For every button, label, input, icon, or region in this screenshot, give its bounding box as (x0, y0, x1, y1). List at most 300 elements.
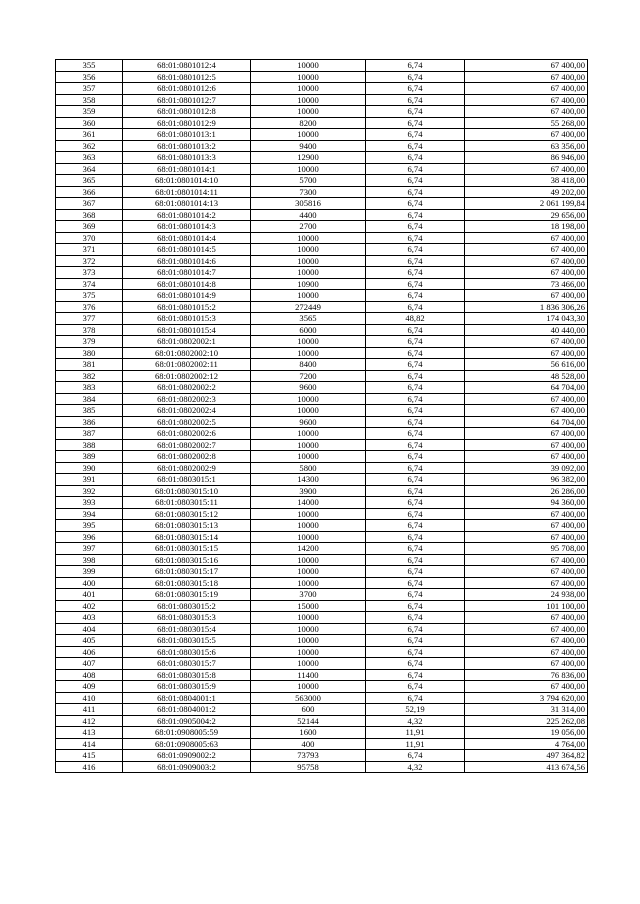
area-cell: 10000 (251, 129, 366, 141)
table-row (56, 175, 588, 187)
row-number-cell: 395 (56, 520, 123, 532)
rate-cell: 6,74 (366, 60, 465, 72)
row-number-cell: 376 (56, 301, 123, 313)
area-cell: 272449 (251, 301, 366, 313)
table-row (56, 715, 588, 727)
value-cell: 174 043,30 (465, 313, 588, 325)
row-number-cell: 375 (56, 290, 123, 302)
cadastral-number-cell: 68:01:0801013:1 (123, 129, 251, 141)
row-number-cell: 411 (56, 704, 123, 716)
rate-cell: 11,91 (366, 727, 465, 739)
value-cell: 56 616,00 (465, 359, 588, 371)
row-number-cell: 384 (56, 393, 123, 405)
area-cell: 7300 (251, 186, 366, 198)
area-cell: 2700 (251, 221, 366, 233)
row-number-cell: 372 (56, 255, 123, 267)
row-number-cell: 394 (56, 508, 123, 520)
area-cell: 10000 (251, 623, 366, 635)
rate-cell: 6,74 (366, 646, 465, 658)
area-cell: 10000 (251, 577, 366, 589)
area-cell: 14300 (251, 474, 366, 486)
area-cell: 5800 (251, 462, 366, 474)
table-row (56, 566, 588, 578)
table-row (56, 451, 588, 463)
rate-cell: 6,74 (366, 336, 465, 348)
cadastral-number-cell: 68:01:0801014:2 (123, 209, 251, 221)
rate-cell: 6,74 (366, 623, 465, 635)
value-cell: 67 400,00 (465, 451, 588, 463)
area-cell: 6000 (251, 324, 366, 336)
area-cell: 10000 (251, 94, 366, 106)
table-row (56, 336, 588, 348)
rate-cell: 6,74 (366, 278, 465, 290)
row-number-cell: 391 (56, 474, 123, 486)
area-cell: 10000 (251, 267, 366, 279)
row-number-cell: 404 (56, 623, 123, 635)
value-cell: 2 061 199,84 (465, 198, 588, 210)
value-cell: 67 400,00 (465, 71, 588, 83)
row-number-cell: 368 (56, 209, 123, 221)
rate-cell: 6,74 (366, 750, 465, 762)
rate-cell: 6,74 (366, 324, 465, 336)
value-cell: 1 836 306,26 (465, 301, 588, 313)
value-cell: 31 314,00 (465, 704, 588, 716)
cadastral-number-cell: 68:01:0803015:11 (123, 497, 251, 509)
row-number-cell: 380 (56, 347, 123, 359)
cadastral-number-cell: 68:01:0801012:5 (123, 71, 251, 83)
table-row (56, 704, 588, 716)
row-number-cell: 363 (56, 152, 123, 164)
row-number-cell: 373 (56, 267, 123, 279)
table-row (56, 140, 588, 152)
rate-cell: 6,74 (366, 393, 465, 405)
cadastral-number-cell: 68:01:0802002:4 (123, 405, 251, 417)
value-cell: 67 400,00 (465, 336, 588, 348)
value-cell: 67 400,00 (465, 646, 588, 658)
table-row (56, 129, 588, 141)
cadastral-number-cell: 68:01:0801014:4 (123, 232, 251, 244)
value-cell: 67 400,00 (465, 612, 588, 624)
value-cell: 63 356,00 (465, 140, 588, 152)
area-cell: 10000 (251, 520, 366, 532)
table-row (56, 60, 588, 72)
value-cell: 26 286,00 (465, 485, 588, 497)
area-cell: 10000 (251, 428, 366, 440)
rate-cell: 6,74 (366, 577, 465, 589)
table-row (56, 267, 588, 279)
table-row (56, 531, 588, 543)
value-cell: 67 400,00 (465, 347, 588, 359)
rate-cell: 6,74 (366, 382, 465, 394)
rate-cell: 6,74 (366, 520, 465, 532)
cadastral-number-cell: 68:01:0803015:14 (123, 531, 251, 543)
rate-cell: 6,74 (366, 232, 465, 244)
table-row (56, 186, 588, 198)
cadastral-number-cell: 68:01:0802002:11 (123, 359, 251, 371)
row-number-cell: 383 (56, 382, 123, 394)
rate-cell: 6,74 (366, 83, 465, 95)
rate-cell: 6,74 (366, 474, 465, 486)
cadastral-number-cell: 68:01:0801014:6 (123, 255, 251, 267)
cadastral-number-cell: 68:01:0803015:1 (123, 474, 251, 486)
table-row (56, 313, 588, 325)
table-row (56, 152, 588, 164)
value-cell: 64 704,00 (465, 382, 588, 394)
cadastral-number-cell: 68:01:0801012:4 (123, 60, 251, 72)
value-cell: 67 400,00 (465, 554, 588, 566)
area-cell: 10000 (251, 612, 366, 624)
area-cell: 10000 (251, 255, 366, 267)
table-row (56, 681, 588, 693)
table-row (56, 359, 588, 371)
table-row (56, 301, 588, 313)
table-row (56, 462, 588, 474)
value-cell: 67 400,00 (465, 106, 588, 118)
area-cell: 10000 (251, 658, 366, 670)
row-number-cell: 359 (56, 106, 123, 118)
area-cell: 10900 (251, 278, 366, 290)
table-body (56, 60, 588, 773)
row-number-cell: 371 (56, 244, 123, 256)
table-row (56, 761, 588, 773)
area-cell: 305816 (251, 198, 366, 210)
area-cell: 10000 (251, 393, 366, 405)
table-row (56, 278, 588, 290)
cadastral-number-cell: 68:01:0802002:9 (123, 462, 251, 474)
cadastral-number-cell: 68:01:0803015:3 (123, 612, 251, 624)
area-cell: 14200 (251, 543, 366, 555)
row-number-cell: 377 (56, 313, 123, 325)
table-row (56, 209, 588, 221)
row-number-cell: 374 (56, 278, 123, 290)
rate-cell: 6,74 (366, 359, 465, 371)
cadastral-number-cell: 68:01:0802002:5 (123, 416, 251, 428)
cadastral-number-cell: 68:01:0803015:2 (123, 600, 251, 612)
row-number-cell: 396 (56, 531, 123, 543)
cadastral-number-cell: 68:01:0801014:3 (123, 221, 251, 233)
row-number-cell: 361 (56, 129, 123, 141)
table-row (56, 244, 588, 256)
row-number-cell: 403 (56, 612, 123, 624)
area-cell: 10000 (251, 451, 366, 463)
table-row (56, 290, 588, 302)
value-cell: 67 400,00 (465, 83, 588, 95)
table-row (56, 508, 588, 520)
value-cell: 67 400,00 (465, 428, 588, 440)
row-number-cell: 366 (56, 186, 123, 198)
rate-cell: 6,74 (366, 439, 465, 451)
area-cell: 10000 (251, 635, 366, 647)
area-cell: 7200 (251, 370, 366, 382)
table-row (56, 405, 588, 417)
value-cell: 67 400,00 (465, 129, 588, 141)
value-cell: 225 262,08 (465, 715, 588, 727)
value-cell: 67 400,00 (465, 658, 588, 670)
row-number-cell: 412 (56, 715, 123, 727)
table-row (56, 163, 588, 175)
row-number-cell: 415 (56, 750, 123, 762)
value-cell: 67 400,00 (465, 163, 588, 175)
area-cell: 3700 (251, 589, 366, 601)
value-cell: 67 400,00 (465, 531, 588, 543)
rate-cell: 6,74 (366, 370, 465, 382)
value-cell: 67 400,00 (465, 520, 588, 532)
value-cell: 40 440,00 (465, 324, 588, 336)
cadastral-number-cell: 68:01:0908005:63 (123, 738, 251, 750)
rate-cell: 48,82 (366, 313, 465, 325)
cadastral-value-table (55, 59, 588, 773)
cadastral-number-cell: 68:01:0803015:15 (123, 543, 251, 555)
row-number-cell: 370 (56, 232, 123, 244)
value-cell: 67 400,00 (465, 290, 588, 302)
area-cell: 10000 (251, 60, 366, 72)
value-cell: 67 400,00 (465, 244, 588, 256)
area-cell: 8200 (251, 117, 366, 129)
cadastral-number-cell: 68:01:0801012:9 (123, 117, 251, 129)
cadastral-number-cell: 68:01:0801013:2 (123, 140, 251, 152)
cadastral-number-cell: 68:01:0802002:12 (123, 370, 251, 382)
row-number-cell: 367 (56, 198, 123, 210)
table-row (56, 612, 588, 624)
cadastral-number-cell: 68:01:0908005:59 (123, 727, 251, 739)
area-cell: 10000 (251, 232, 366, 244)
cadastral-number-cell: 68:01:0801014:9 (123, 290, 251, 302)
rate-cell: 6,74 (366, 451, 465, 463)
value-cell: 67 400,00 (465, 393, 588, 405)
value-cell: 18 198,00 (465, 221, 588, 233)
value-cell: 101 100,00 (465, 600, 588, 612)
area-cell: 5700 (251, 175, 366, 187)
rate-cell: 6,74 (366, 554, 465, 566)
rate-cell: 6,74 (366, 186, 465, 198)
table-row (56, 382, 588, 394)
cadastral-number-cell: 68:01:0801015:2 (123, 301, 251, 313)
row-number-cell: 409 (56, 681, 123, 693)
area-cell: 10000 (251, 336, 366, 348)
area-cell: 3900 (251, 485, 366, 497)
value-cell: 67 400,00 (465, 508, 588, 520)
cadastral-number-cell: 68:01:0804001:2 (123, 704, 251, 716)
rate-cell: 6,74 (366, 416, 465, 428)
row-number-cell: 392 (56, 485, 123, 497)
row-number-cell: 397 (56, 543, 123, 555)
cadastral-number-cell: 68:01:0802002:8 (123, 451, 251, 463)
table-row (56, 750, 588, 762)
cadastral-number-cell: 68:01:0801014:11 (123, 186, 251, 198)
area-cell: 11400 (251, 669, 366, 681)
rate-cell: 6,74 (366, 428, 465, 440)
value-cell: 67 400,00 (465, 577, 588, 589)
rate-cell: 6,74 (366, 600, 465, 612)
area-cell: 10000 (251, 439, 366, 451)
row-number-cell: 362 (56, 140, 123, 152)
rate-cell: 6,74 (366, 244, 465, 256)
row-number-cell: 405 (56, 635, 123, 647)
cadastral-number-cell: 68:01:0802002:3 (123, 393, 251, 405)
cadastral-number-cell: 68:01:0801014:1 (123, 163, 251, 175)
rate-cell: 6,74 (366, 117, 465, 129)
rate-cell: 6,74 (366, 94, 465, 106)
row-number-cell: 365 (56, 175, 123, 187)
table-row (56, 658, 588, 670)
row-number-cell: 386 (56, 416, 123, 428)
cadastral-number-cell: 68:01:0801014:13 (123, 198, 251, 210)
area-cell: 10000 (251, 646, 366, 658)
row-number-cell: 416 (56, 761, 123, 773)
row-number-cell: 398 (56, 554, 123, 566)
area-cell: 10000 (251, 106, 366, 118)
cadastral-number-cell: 68:01:0801012:8 (123, 106, 251, 118)
rate-cell: 6,74 (366, 152, 465, 164)
row-number-cell: 369 (56, 221, 123, 233)
table-row (56, 727, 588, 739)
rate-cell: 52,19 (366, 704, 465, 716)
value-cell: 67 400,00 (465, 232, 588, 244)
rate-cell: 6,74 (366, 405, 465, 417)
area-cell: 10000 (251, 508, 366, 520)
cadastral-number-cell: 68:01:0801014:7 (123, 267, 251, 279)
area-cell: 10000 (251, 531, 366, 543)
value-cell: 67 400,00 (465, 267, 588, 279)
rate-cell: 6,74 (366, 658, 465, 670)
rate-cell: 6,74 (366, 106, 465, 118)
table-row (56, 416, 588, 428)
cadastral-number-cell: 68:01:0801012:6 (123, 83, 251, 95)
table-row (56, 692, 588, 704)
table-row (56, 428, 588, 440)
cadastral-number-cell: 68:01:0803015:13 (123, 520, 251, 532)
value-cell: 24 938,00 (465, 589, 588, 601)
cadastral-number-cell: 68:01:0802002:6 (123, 428, 251, 440)
rate-cell: 6,74 (366, 209, 465, 221)
value-cell: 4 764,00 (465, 738, 588, 750)
area-cell: 10000 (251, 163, 366, 175)
row-number-cell: 400 (56, 577, 123, 589)
rate-cell: 6,74 (366, 290, 465, 302)
rate-cell: 6,74 (366, 301, 465, 313)
value-cell: 39 092,00 (465, 462, 588, 474)
table-row (56, 255, 588, 267)
rate-cell: 6,74 (366, 485, 465, 497)
table-row (56, 669, 588, 681)
table-row (56, 589, 588, 601)
table-row (56, 347, 588, 359)
value-cell: 95 708,00 (465, 543, 588, 555)
row-number-cell: 414 (56, 738, 123, 750)
rate-cell: 6,74 (366, 531, 465, 543)
row-number-cell: 378 (56, 324, 123, 336)
row-number-cell: 402 (56, 600, 123, 612)
value-cell: 96 382,00 (465, 474, 588, 486)
cadastral-number-cell: 68:01:0803015:5 (123, 635, 251, 647)
table-row (56, 554, 588, 566)
area-cell: 4400 (251, 209, 366, 221)
area-cell: 3565 (251, 313, 366, 325)
value-cell: 73 466,00 (465, 278, 588, 290)
value-cell: 29 656,00 (465, 209, 588, 221)
row-number-cell: 358 (56, 94, 123, 106)
area-cell: 1600 (251, 727, 366, 739)
table-row (56, 623, 588, 635)
row-number-cell: 408 (56, 669, 123, 681)
cadastral-number-cell: 68:01:0909003:2 (123, 761, 251, 773)
cadastral-number-cell: 68:01:0905004:2 (123, 715, 251, 727)
rate-cell: 6,74 (366, 566, 465, 578)
value-cell: 3 794 620,00 (465, 692, 588, 704)
table-row (56, 439, 588, 451)
table-row (56, 520, 588, 532)
area-cell: 52144 (251, 715, 366, 727)
table-row (56, 635, 588, 647)
table-row (56, 232, 588, 244)
cadastral-number-cell: 68:01:0803015:9 (123, 681, 251, 693)
value-cell: 67 400,00 (465, 60, 588, 72)
table-row (56, 198, 588, 210)
area-cell: 10000 (251, 244, 366, 256)
rate-cell: 6,74 (366, 681, 465, 693)
row-number-cell: 382 (56, 370, 123, 382)
value-cell: 49 202,00 (465, 186, 588, 198)
value-cell: 94 360,00 (465, 497, 588, 509)
row-number-cell: 407 (56, 658, 123, 670)
area-cell: 10000 (251, 290, 366, 302)
area-cell: 14000 (251, 497, 366, 509)
area-cell: 400 (251, 738, 366, 750)
rate-cell: 4,32 (366, 715, 465, 727)
table-row (56, 94, 588, 106)
rate-cell: 6,74 (366, 175, 465, 187)
cadastral-number-cell: 68:01:0803015:8 (123, 669, 251, 681)
row-number-cell: 355 (56, 60, 123, 72)
value-cell: 19 056,00 (465, 727, 588, 739)
area-cell: 10000 (251, 681, 366, 693)
rate-cell: 6,74 (366, 163, 465, 175)
area-cell: 563000 (251, 692, 366, 704)
cadastral-number-cell: 68:01:0803015:6 (123, 646, 251, 658)
rate-cell: 6,74 (366, 508, 465, 520)
rate-cell: 6,74 (366, 140, 465, 152)
document-page (55, 59, 587, 773)
area-cell: 9600 (251, 382, 366, 394)
value-cell: 67 400,00 (465, 255, 588, 267)
cadastral-number-cell: 68:01:0803015:12 (123, 508, 251, 520)
area-cell: 10000 (251, 405, 366, 417)
cadastral-number-cell: 68:01:0801014:5 (123, 244, 251, 256)
row-number-cell: 388 (56, 439, 123, 451)
rate-cell: 6,74 (366, 71, 465, 83)
row-number-cell: 413 (56, 727, 123, 739)
cadastral-number-cell: 68:01:0803015:16 (123, 554, 251, 566)
row-number-cell: 387 (56, 428, 123, 440)
row-number-cell: 364 (56, 163, 123, 175)
cadastral-number-cell: 68:01:0801013:3 (123, 152, 251, 164)
cadastral-number-cell: 68:01:0801012:7 (123, 94, 251, 106)
table-row (56, 370, 588, 382)
rate-cell: 6,74 (366, 347, 465, 359)
table-row (56, 106, 588, 118)
table-row (56, 646, 588, 658)
rate-cell: 6,74 (366, 267, 465, 279)
row-number-cell: 357 (56, 83, 123, 95)
row-number-cell: 410 (56, 692, 123, 704)
rate-cell: 11,91 (366, 738, 465, 750)
table-row (56, 83, 588, 95)
table-row (56, 600, 588, 612)
table-row (56, 221, 588, 233)
row-number-cell: 385 (56, 405, 123, 417)
rate-cell: 6,74 (366, 497, 465, 509)
row-number-cell: 356 (56, 71, 123, 83)
